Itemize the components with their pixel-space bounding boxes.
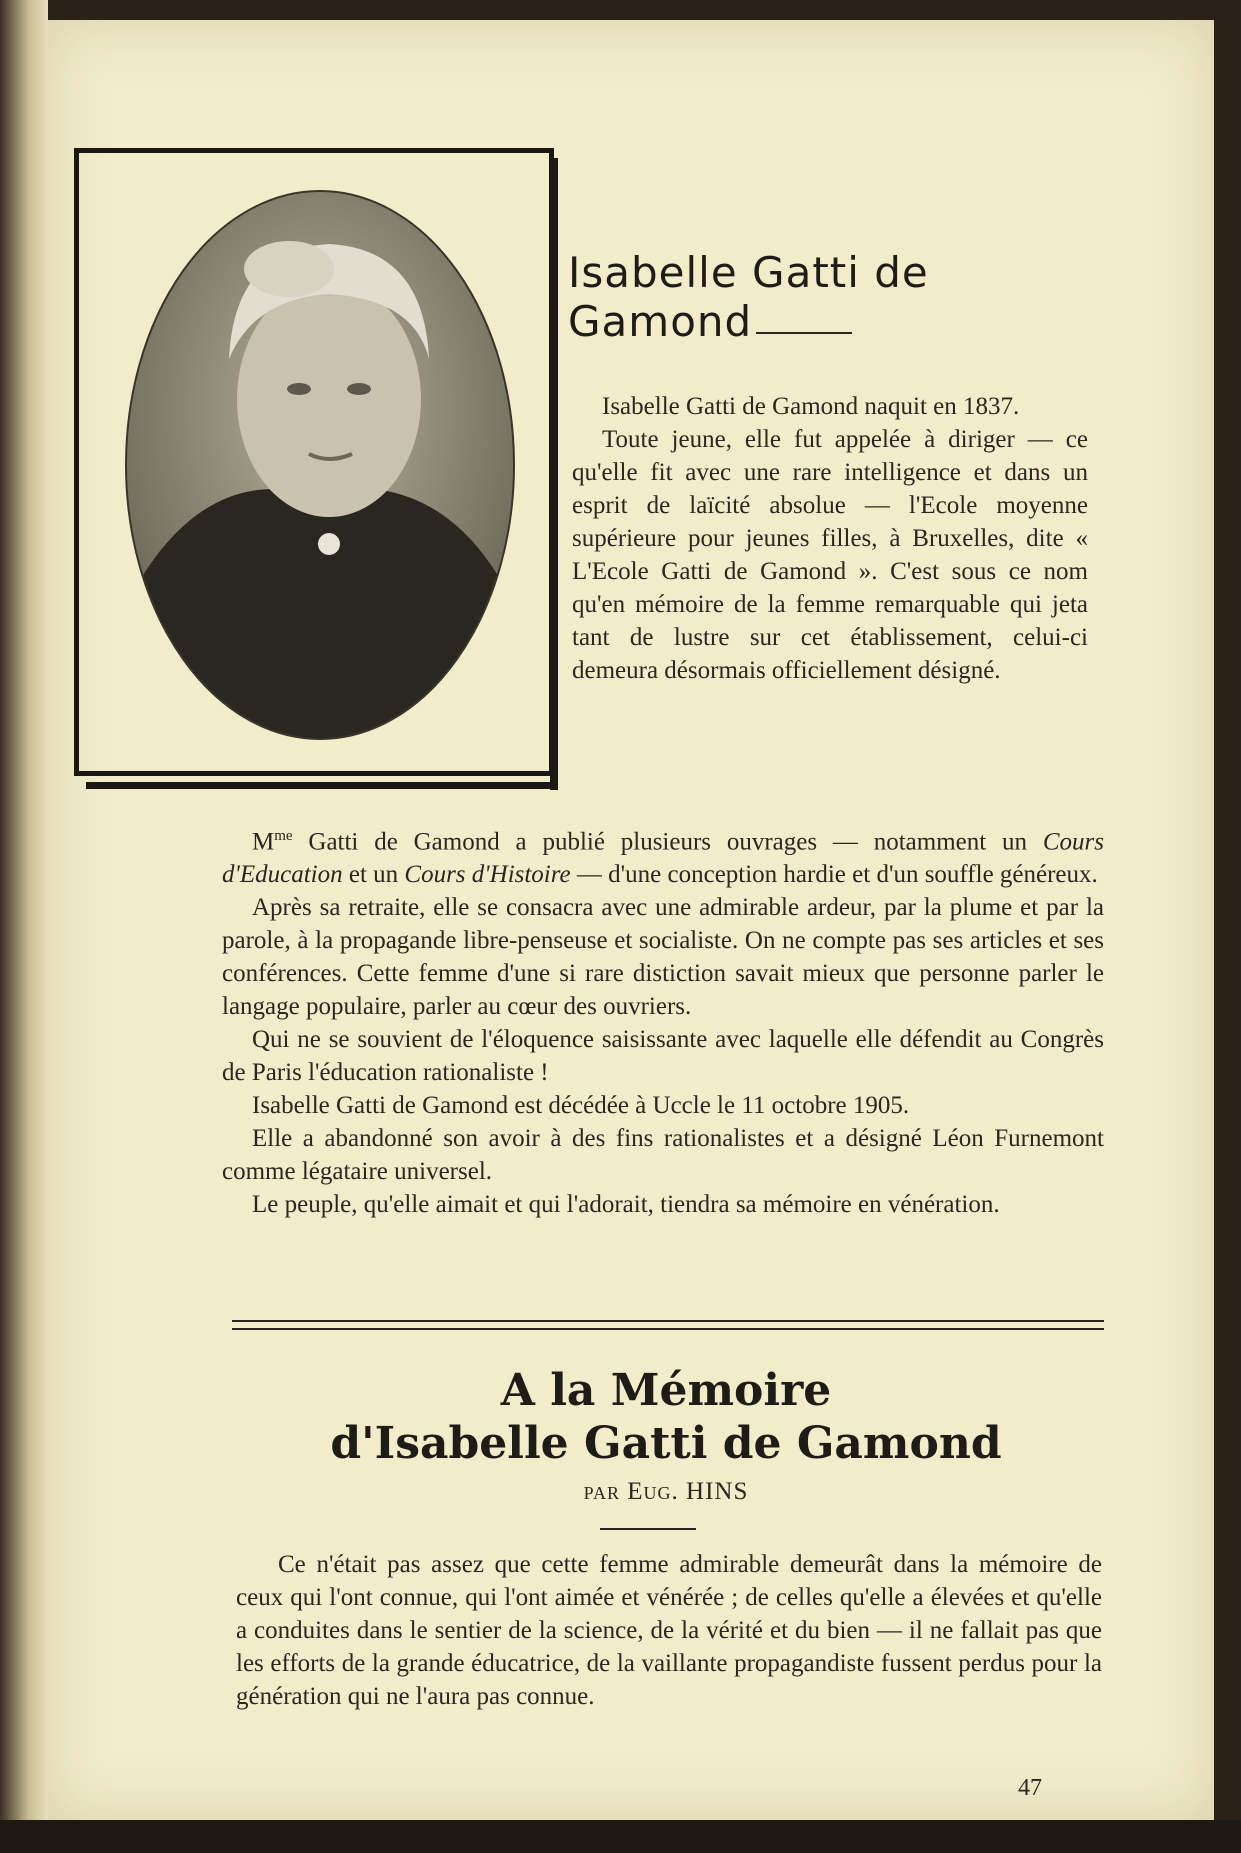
memoire-paragraph: Ce n'était pas assez que cette femme admirable demeurât dans la mémoire de ceux qui l'ont connue, qui l'ont aimée et vénérée ; de celles qu'elle a élevées et qu'elle a conduites dans le sentier de la science, de la vérité et du bien — il ne fallait pas que les efforts de la grande éducatrice, de la vaillante propagandiste fussent perdus pour la génération qui ne l'aura pas connue.: [236, 1551, 1102, 1710]
article-title: Isabelle Gatti de Gamond: [568, 248, 929, 346]
frame-border-right: [550, 158, 558, 790]
bio-paragraph-7: Elle a abandonné son avoir à des fins rationalistes et a désigné Léon Furnemont comme légataire universel.: [222, 1125, 1104, 1186]
p3-text-c: — d'une conception hardie et d'un souffle généreux.: [570, 861, 1098, 889]
bio-paragraph-2: Toute jeune, elle fut appelée à diriger — ce qu'elle fit avec une rare intelligence et dans un esprit de laïcité absolue — l'Ecole moyenne supérieure pour jeunes filles, à Bruxelles, dite « L'Ecole Gatti de Gamond ». C'est sous ce nom qu'en mémoire de la femme remarquable qui jeta tant de lustre sur cet établissement, celui-ci demeura désormais officiellement désigné.: [572, 426, 1088, 684]
page-bottom-edge: [0, 1820, 1241, 1853]
byline-par: par: [583, 1478, 620, 1505]
book-title-2: Cours d'Histoire: [404, 861, 571, 889]
bio-paragraph-4: Après sa retraite, elle se consacra avec une admirable ardeur, par la plume et par la parole, à la propagande libre-penseuse et socialiste. On ne compte pas ses articles et ses conférences. Cette femme d'une si rare distiction savait mieux que personne parler le langage populaire, parler au cœur des ouvriers.: [222, 894, 1104, 1021]
bio-column-text: [572, 390, 1088, 687]
bio-full-text: [222, 820, 1104, 1221]
section-rule-top: [232, 1320, 1104, 1322]
frame-border-bottom: [86, 782, 558, 789]
bio-paragraph-6: Isabelle Gatti de Gamond est décédée à Uccle le 11 octobre 1905.: [252, 1092, 910, 1120]
book-spine: [0, 0, 48, 1853]
honorific: M: [252, 828, 275, 856]
book-title-1: Cours d'Education: [222, 828, 1104, 889]
title-rule: [756, 332, 852, 334]
memoire-title-line1: A la Mémoire: [500, 1365, 832, 1416]
section-rule-bottom: [232, 1328, 1104, 1330]
byline-rule: [600, 1528, 696, 1530]
bio-paragraph-1: Isabelle Gatti de Gamond naquit en 1837.: [602, 393, 1020, 420]
p3-text-b: et un: [342, 861, 405, 889]
bio-paragraph-3: [222, 820, 1104, 891]
portrait-frame: [74, 148, 554, 776]
byline-author: Eug. HINS: [627, 1478, 749, 1505]
bio-paragraph-5: Qui ne se souvient de l'éloquence saisissante avec laquelle elle défendit au Congrès de Paris l'éducation rationaliste !: [222, 1026, 1104, 1087]
byline: [222, 1478, 1110, 1506]
honorific-sup: me: [274, 828, 293, 844]
page: [48, 20, 1214, 1820]
memoire-title-line2: d'Isabelle Gatti de Gamond: [330, 1418, 1002, 1469]
memoire-text: [236, 1548, 1102, 1713]
p3-text-a: Gatti de Gamond a publié plusieurs ouvrages — notamment un: [292, 828, 1043, 856]
bio-paragraph-8: Le peuple, qu'elle aimait et qui l'adorait, tiendra sa mémoire en vénération.: [252, 1191, 1000, 1219]
page-number: 47: [1018, 1775, 1042, 1801]
portrait-photo: [124, 189, 516, 741]
